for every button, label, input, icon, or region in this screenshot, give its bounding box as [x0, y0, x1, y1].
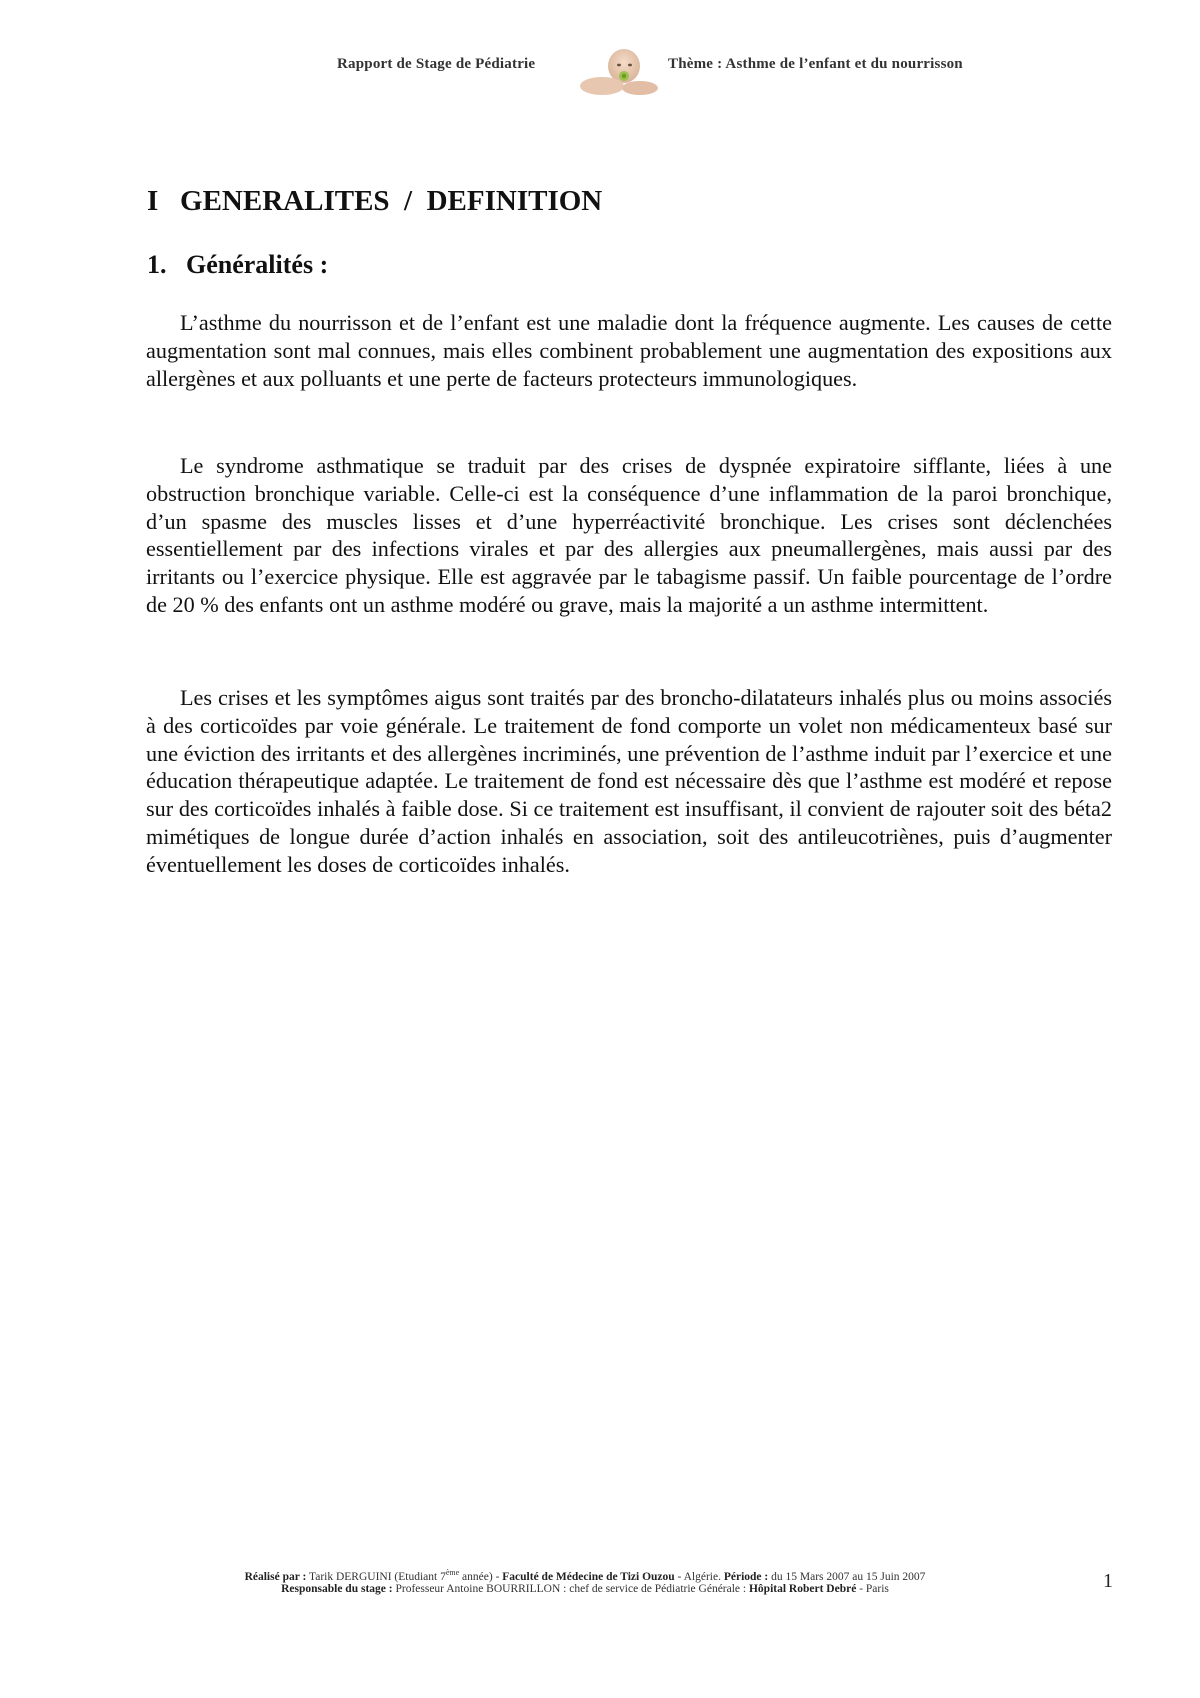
footer-realise-label: Réalisé par : [244, 1570, 307, 1583]
footer-author: Tarik DERGUINI (Etudiant 7 [306, 1570, 446, 1583]
header-report-title: Rapport de Stage de Pédiatrie [337, 56, 536, 72]
footer-faculty: Faculté de Médecine de Tizi Ouzou [502, 1570, 675, 1583]
footer-line-author [0, 1568, 1185, 1583]
footer-country: - Algérie. [674, 1570, 724, 1583]
subsection-title: 1. Généralités : [147, 250, 329, 279]
page-header [0, 52, 1200, 104]
footer-hospital: Hôpital Robert Debré [748, 1583, 857, 1595]
baby-icon [572, 46, 664, 98]
page-number: 1 [1103, 1570, 1113, 1592]
footer-year-suffix: année) - [459, 1570, 503, 1583]
footer-period: du 15 Mars 2007 au 15 Juin 2007 [768, 1570, 926, 1583]
footer-line-responsible [0, 1583, 1185, 1595]
footer-responsible: Professeur Antoine BOURRILLON : chef de service de Pédiatrie Générale : [392, 1583, 749, 1595]
footer-city: - Paris [856, 1583, 889, 1595]
paragraph-1: L’asthme du nourrisson et de l’enfant est une maladie dont la fréquence augmente. Les causes de cette augmentation sont mal connues, mais elles combinent probablement une augmentation des expositions aux allergènes et aux polluants et une perte de facteurs protecteurs immunologiques. [146, 310, 1112, 391]
paragraph-2: Le syndrome asthmatique se traduit par des crises de dyspnée expiratoire sifflante, liées à une obstruction bronchique variable. Celle-ci est la conséquence d’une inflammation de la paroi bronchique, d’un spasme des muscles lisses et d’une hyperréactivité bronchique. Les crises sont déclenchées essentiellement par des infections virales et par des allergies aux pneumallergènes, mais aussi par des irritants ou l’exercice physique. Elle est aggravée par le tabagisme passif. Un faible pourcentage de l’ordre de 20 % des enfants ont un asthme modéré ou grave, mais la majorité a un asthme intermittent. [146, 453, 1112, 617]
paragraph-3: Les crises et les symptômes aigus sont traités par des broncho-dilatateurs inhalés plus ou moins associés à des corticoïdes par voie générale. Le traitement de fond comporte un volet non médicamenteux basé sur une éviction des irritants et des allergènes incriminés, une prévention de l’asthme induit par l’exercice et une éducation thérapeutique adaptée. Le traitement de fond est nécessaire dès que l’asthme est modéré et repose sur des corticoïdes inhalés à faible dose. Si ce traitement est insuffisant, il convient de rajouter soit des béta2 mimétiques de longue durée d’action inhalés en association, soit des antileucotriènes, puis d’augmenter éventuellement les doses de corticoïdes inhalés. [146, 685, 1112, 877]
footer-period-label: Période : [723, 1570, 769, 1583]
footer-author-sup: ème [445, 1568, 460, 1577]
section-title: I GENERALITES / DEFINITION [147, 185, 603, 217]
header-theme: Thème : Asthme de l’enfant et du nourrisson [668, 56, 963, 72]
footer-responsible-label: Responsable du stage : [281, 1583, 393, 1595]
